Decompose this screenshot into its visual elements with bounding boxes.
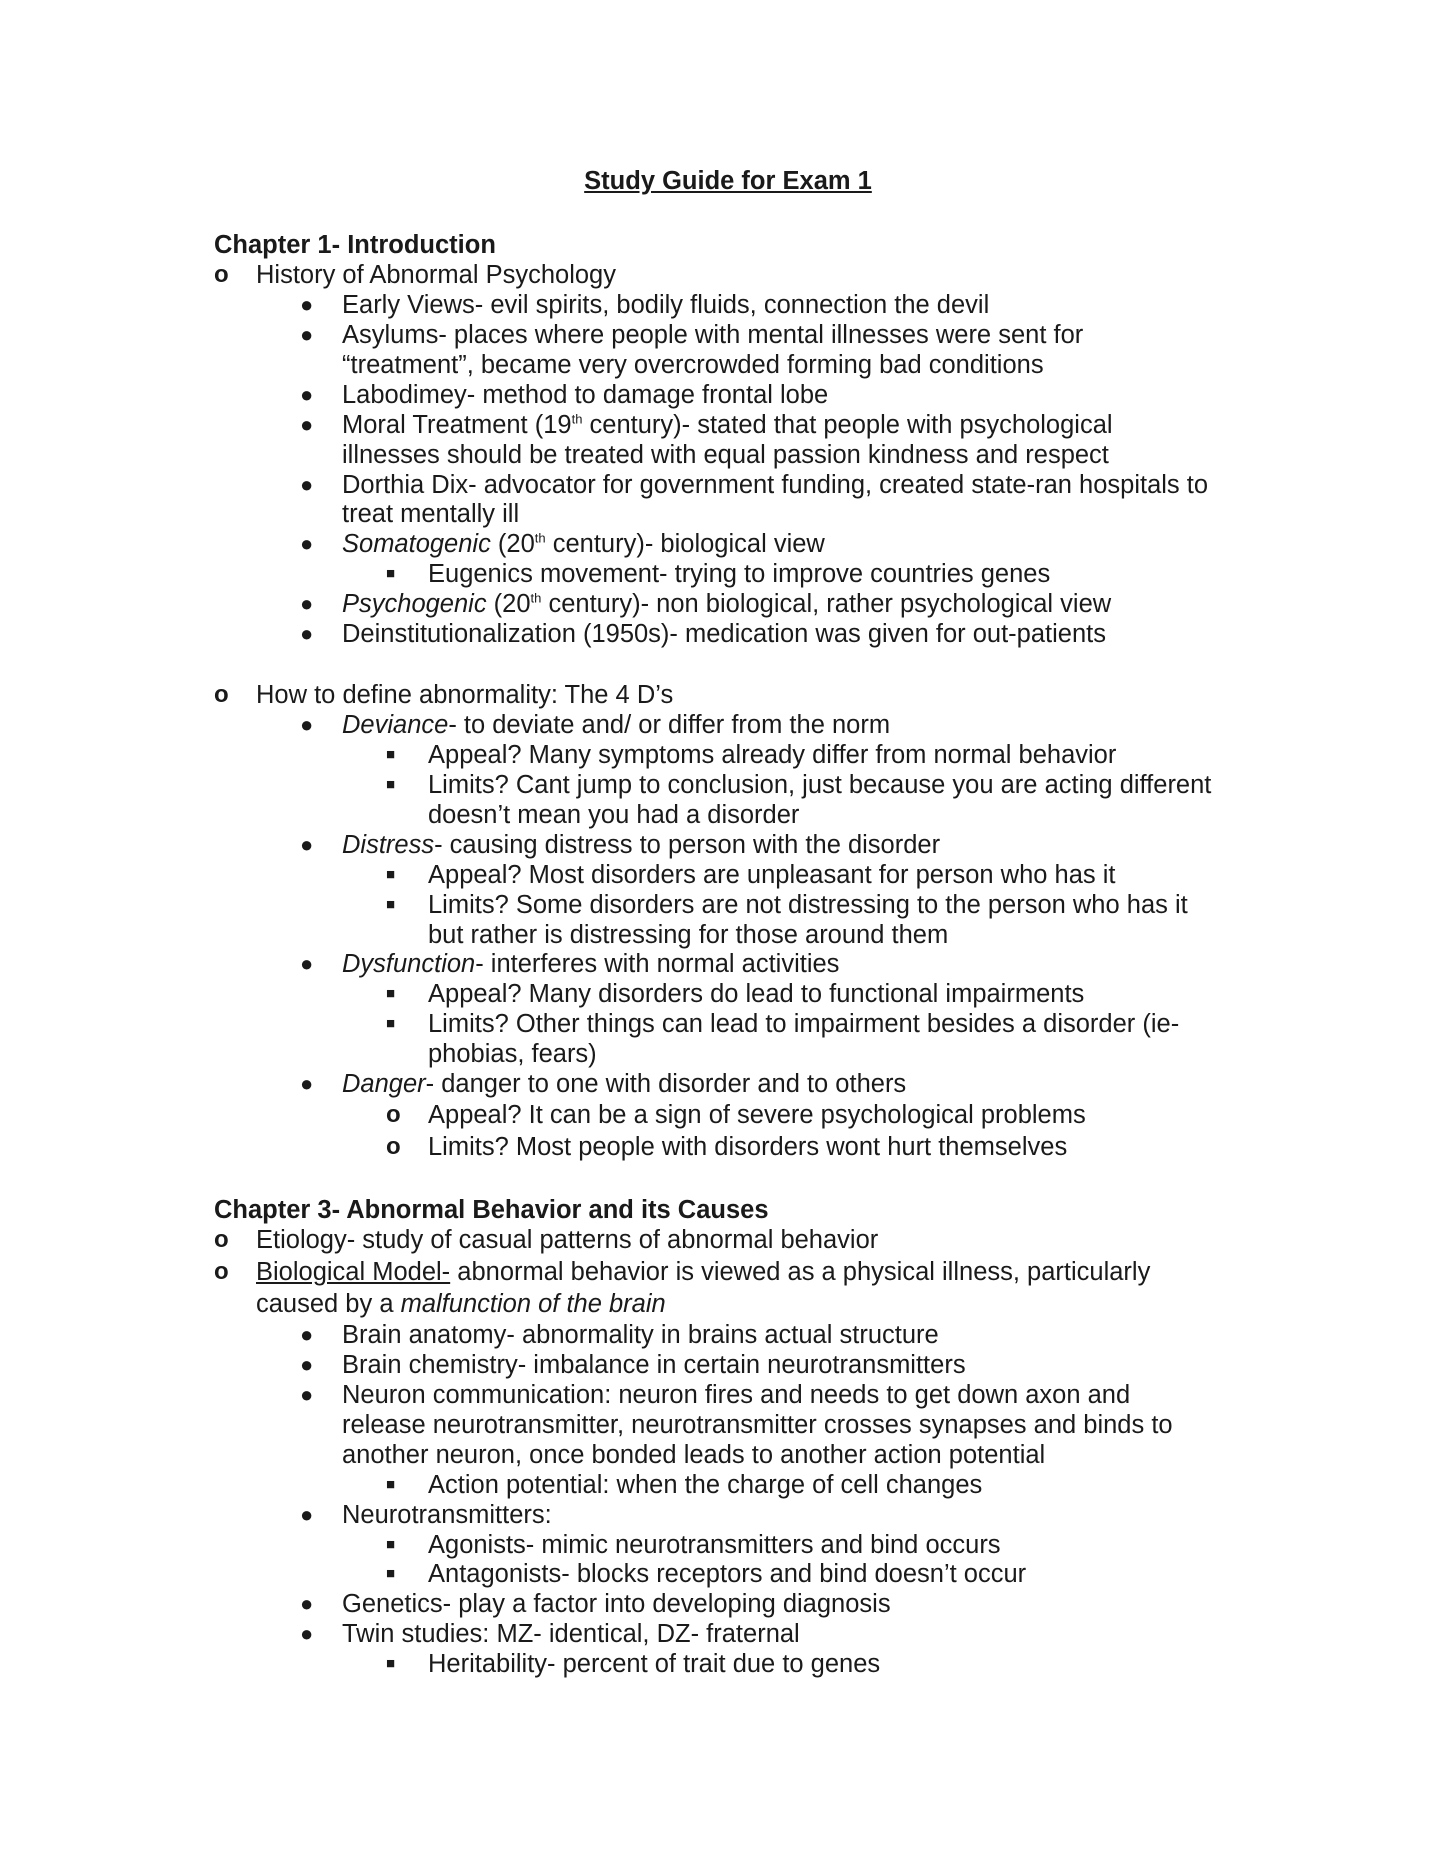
sub-list-item: Agonists- mimic neurotransmitters and bind occurs: [428, 1531, 1001, 1559]
sub-outline-marker: o: [386, 1101, 401, 1128]
sub-bullet-marker: ■: [386, 776, 396, 793]
list-item-continuation: release neurotransmitter, neurotransmitter crosses synapses and binds to: [342, 1411, 1173, 1439]
bullet-marker: ●: [300, 1322, 314, 1347]
history-heading: History of Abnormal Psychology: [256, 261, 616, 289]
list-item-continuation: another neuron, once bonded leads to another action potential: [342, 1441, 1046, 1469]
bullet-marker: ●: [300, 382, 314, 407]
sub-bullet-marker: ■: [386, 866, 396, 883]
bullet-marker: ●: [300, 1071, 314, 1096]
bullet-marker: ●: [300, 591, 314, 616]
sub-bullet-marker: ■: [386, 1015, 396, 1032]
sub-bullet-marker: ■: [386, 896, 396, 913]
define-abnormality-heading: How to define abnormality: The 4 D’s: [256, 681, 674, 709]
sub-list-item: Limits? Most people with disorders wont hurt themselves: [428, 1133, 1068, 1161]
sub-bullet-marker: ■: [386, 1536, 396, 1553]
bullet-marker: ●: [300, 832, 314, 857]
bullet-marker: ●: [300, 1502, 314, 1527]
bullet-marker: ●: [300, 621, 314, 646]
sub-bullet-marker: ■: [386, 1565, 396, 1582]
list-item: Etiology- study of casual patterns of abnormal behavior: [256, 1226, 879, 1254]
bullet-marker: ●: [300, 412, 314, 437]
document-title: Study Guide for Exam 1: [584, 167, 872, 195]
sub-list-item: Appeal? Many symptoms already differ from normal behavior: [428, 741, 1117, 769]
list-item: Brain chemistry- imbalance in certain neurotransmitters: [342, 1351, 966, 1379]
sub-list-item-continuation: phobias, fears): [428, 1040, 597, 1068]
list-item: Biological Model- abnormal behavior is viewed as a physical illness, particularly: [256, 1258, 1151, 1286]
sub-list-item: Limits? Some disorders are not distressing to the person who has it: [428, 891, 1188, 919]
list-item: Neuron communication: neuron fires and needs to get down axon and: [342, 1381, 1131, 1409]
sub-list-item: Limits? Cant jump to conclusion, just because you are acting different: [428, 771, 1212, 799]
bullet-marker: ●: [300, 531, 314, 556]
list-item: Deviance- to deviate and/ or differ from the norm: [342, 711, 891, 739]
bullet-marker: ●: [300, 1591, 314, 1616]
sub-list-item: Appeal? Most disorders are unpleasant for person who has it: [428, 861, 1116, 889]
sub-list-item: Action potential: when the charge of cell changes: [428, 1471, 983, 1499]
bullet-marker: ●: [300, 1352, 314, 1377]
list-item: Moral Treatment (19th century)- stated that people with psychological: [342, 411, 1113, 439]
outline-marker: o: [214, 1226, 229, 1253]
outline-marker: o: [214, 261, 229, 288]
chapter-1-heading: Chapter 1- Introduction: [214, 231, 496, 259]
sub-list-item: Antagonists- blocks receptors and bind doesn’t occur: [428, 1560, 1027, 1588]
list-item: Asylums- places where people with mental illnesses were sent for: [342, 321, 1084, 349]
sub-outline-marker: o: [386, 1133, 401, 1160]
list-item: Dysfunction- interferes with normal activities: [342, 950, 840, 978]
list-item: Distress- causing distress to person with the disorder: [342, 831, 941, 859]
sub-list-item: Eugenics movement- trying to improve countries genes: [428, 560, 1051, 588]
list-item: Dorthia Dix- advocator for government funding, created state-ran hospitals to: [342, 471, 1209, 499]
sub-list-item: Limits? Other things can lead to impairment besides a disorder (ie-: [428, 1010, 1180, 1038]
list-item: Neurotransmitters:: [342, 1501, 552, 1529]
sub-bullet-marker: ■: [386, 985, 396, 1002]
outline-marker: o: [214, 1258, 229, 1285]
sub-list-item: Appeal? It can be a sign of severe psychological problems: [428, 1101, 1086, 1129]
list-item: Early Views- evil spirits, bodily fluids, connection the devil: [342, 291, 990, 319]
sub-list-item: Appeal? Many disorders do lead to functional impairments: [428, 980, 1085, 1008]
sub-bullet-marker: ■: [386, 746, 396, 763]
list-item-continuation: “treatment”, became very overcrowded forming bad conditions: [342, 351, 1044, 379]
list-item: Deinstitutionalization (1950s)- medication was given for out-patients: [342, 620, 1106, 648]
bullet-marker: ●: [300, 1621, 314, 1646]
list-item-continuation: treat mentally ill: [342, 500, 520, 528]
sub-list-item-continuation: but rather is distressing for those around them: [428, 921, 949, 949]
list-item-continuation: illnesses should be treated with equal passion kindness and respect: [342, 441, 1109, 469]
bullet-marker: ●: [300, 712, 314, 737]
sub-bullet-marker: ■: [386, 565, 396, 582]
sub-list-item: Heritability- percent of trait due to genes: [428, 1650, 881, 1678]
list-item: Somatogenic (20th century)- biological view: [342, 530, 825, 558]
sub-bullet-marker: ■: [386, 1655, 396, 1672]
bullet-marker: ●: [300, 951, 314, 976]
list-item: Twin studies: MZ- identical, DZ- fraternal: [342, 1620, 800, 1648]
list-item: Psychogenic (20th century)- non biological, rather psychological view: [342, 590, 1112, 618]
list-item: Danger- danger to one with disorder and to others: [342, 1070, 907, 1098]
list-item: Labodimey- method to damage frontal lobe: [342, 381, 829, 409]
bullet-marker: ●: [300, 322, 314, 347]
sub-list-item-continuation: doesn’t mean you had a disorder: [428, 801, 800, 829]
bullet-marker: ●: [300, 472, 314, 497]
list-item-continuation: caused by a malfunction of the brain: [256, 1290, 666, 1318]
bullet-marker: ●: [300, 1382, 314, 1407]
sub-bullet-marker: ■: [386, 1476, 396, 1493]
list-item: Brain anatomy- abnormality in brains actual structure: [342, 1321, 939, 1349]
outline-marker: o: [214, 681, 229, 708]
chapter-3-heading: Chapter 3- Abnormal Behavior and its Causes: [214, 1196, 769, 1224]
bullet-marker: ●: [300, 292, 314, 317]
list-item: Genetics- play a factor into developing diagnosis: [342, 1590, 891, 1618]
